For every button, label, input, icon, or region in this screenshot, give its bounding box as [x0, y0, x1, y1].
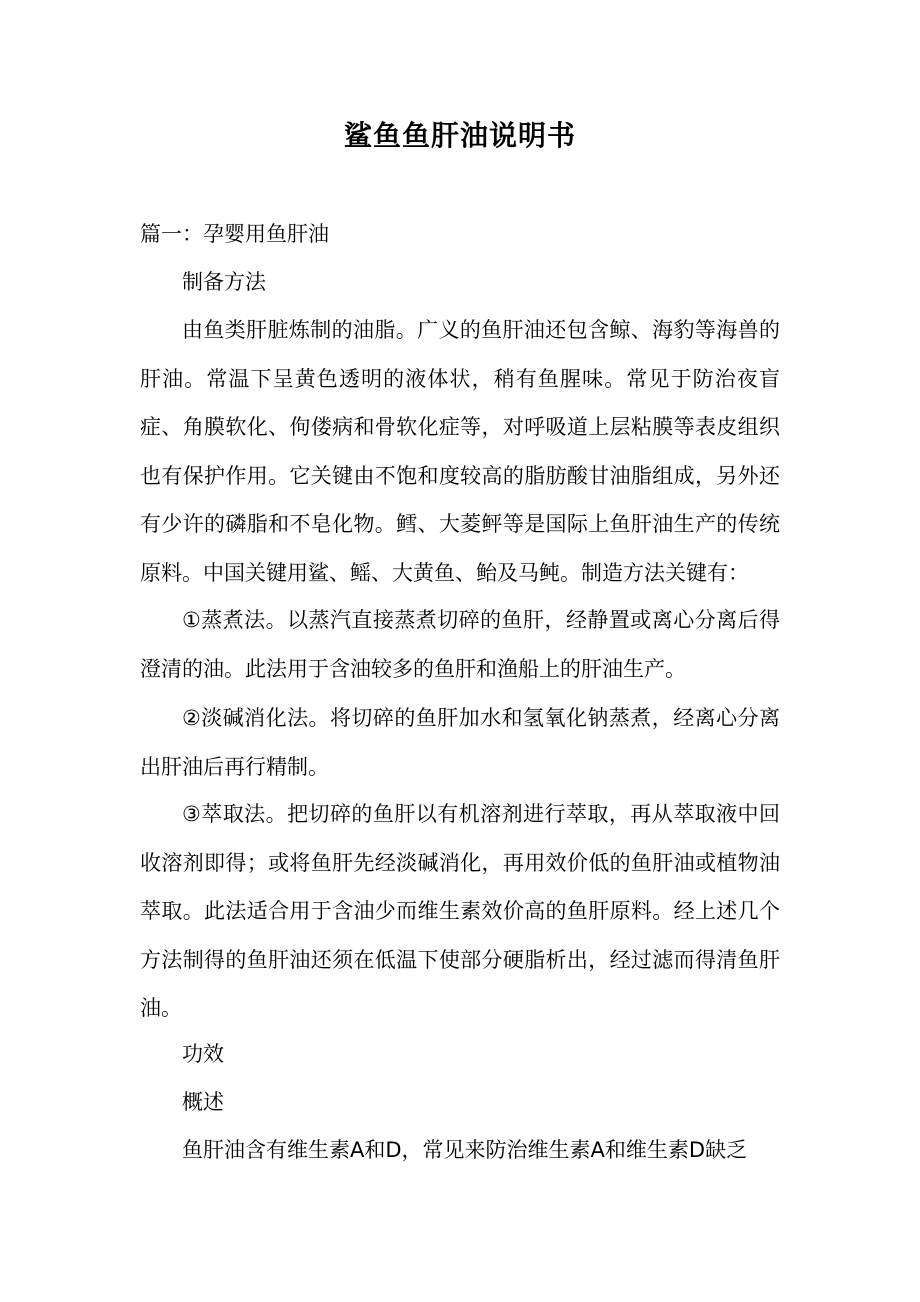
paragraph-method-steaming: ①蒸煮法。以蒸汽直接蒸煮切碎的鱼肝，经静置或离心分离后得澄清的油。此法用于含油较多的鱼肝和渔船上的肝油生产。 [140, 608, 780, 681]
subheading-preparation: 制备方法 [182, 270, 266, 294]
paragraph-method-extraction: ③萃取法。把切碎的鱼肝以有机溶剂进行萃取，再从萃取液中回收溶剂即得；或将鱼肝先经淡碱消化，再用效价低的鱼肝油或植物油萃取。此法适合用于含油少而维生素效价高的鱼肝原料。经上述几个方法制得的鱼肝油还须在低温下使部分硬脂析出，经过滤而得清鱼肝油。 [140, 802, 780, 1020]
document-title: 鲨鱼鱼肝油说明书 [343, 119, 576, 152]
paragraph-overview: 鱼肝油含有维生素A和D，常见来防治维生素A和维生素D缺乏 [182, 1138, 748, 1162]
paragraph-method-alkali: ②淡碱消化法。将切碎的鱼肝加水和氢氧化钠蒸煮，经离心分离出肝油后再行精制。 [140, 706, 780, 779]
subheading-overview: 概述 [182, 1090, 224, 1114]
paragraph-intro: 由鱼类肝脏炼制的油脂。广义的鱼肝油还包含鲸、海豹等海兽的肝油。常温下呈黄色透明的液体状，稍有鱼腥味。常见于防治夜盲症、角膜软化、佝偻病和骨软化症等，对呼吸道上层粘膜等表皮组织也有保护作用。它关键由不饱和度较高的脂肪酸甘油脂组成，另外还有少许的磷脂和不皂化物。鳕、大菱鲆等是国际上鱼肝油生产的传统原料。中国关键用鲨、鳐、大黄鱼、鲐及马鲀。制造方法关键有： [140, 318, 780, 585]
subheading-efficacy: 功效 [182, 1042, 224, 1066]
section-heading: 篇一：孕婴用鱼肝油 [140, 222, 329, 246]
